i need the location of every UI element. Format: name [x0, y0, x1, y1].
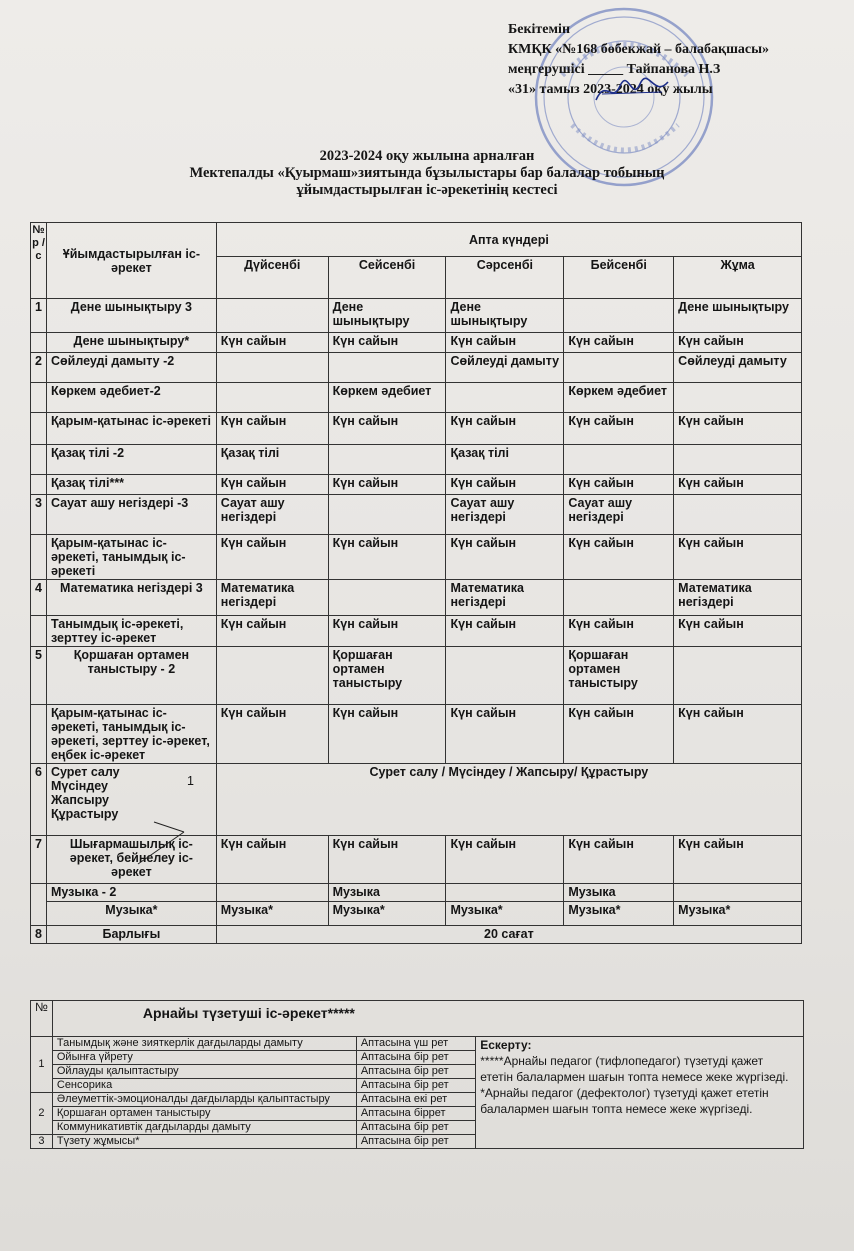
table-row: [31, 353, 802, 383]
table-row: [31, 535, 802, 580]
cell-thu: [564, 353, 674, 383]
cell-wed: Қазақ тілі: [446, 445, 564, 475]
row-number: [31, 413, 47, 445]
col-number-header: № р / с: [31, 223, 47, 299]
row-number: [31, 616, 47, 647]
approval-line-4: «31» тамыз 2023-2024 оқу жылы: [508, 82, 713, 97]
cell-mon: [216, 647, 328, 705]
activity-name: Қарым-қатынас іс-әрекеті, танымдық іс-әрекеті, зерттеу іс-әрекет, еңбек іс-әрекет: [46, 705, 216, 764]
note-text-2: *Арнайы педагог (дефектолог) түзетуді қажет ететін балалармен шағын топта немесе жеке жүргізеді.: [480, 1086, 769, 1116]
approval-line-3: меңгерушісі _____ Тайпанова Н.З: [508, 62, 721, 77]
row-number: 1: [31, 299, 47, 333]
total-label: Барлығы: [46, 926, 216, 944]
cell-thu: Күн сайын: [564, 413, 674, 445]
table-header-row: [31, 223, 802, 257]
activity-name: Танымдық іс-әрекеті, зерттеу іс-әрекет: [46, 616, 216, 647]
cell-thu: [564, 580, 674, 616]
special-note: [476, 1037, 804, 1149]
title-line-3: ұйымдастырылған іс-әрекетінің кестесі: [296, 182, 558, 198]
table-row: [31, 647, 802, 705]
title-line-1: 2023-2024 оқу жылына арналған: [319, 148, 535, 164]
document-title: [0, 148, 854, 199]
cell-tue: Дене шынықтыру: [328, 299, 446, 333]
total-value: 20 сағат: [216, 926, 801, 944]
special-row: [31, 1037, 804, 1051]
cell-thu: Күн сайын: [564, 535, 674, 580]
row-number: [31, 475, 47, 495]
day-wednesday: Сәрсенбі: [446, 257, 564, 299]
special-activity: Әлеуметтік-эмоционалды дағдыларды қалыптастыру: [52, 1093, 356, 1107]
music-star-activity: Музыка*: [46, 902, 216, 926]
cell-thu: Күн сайын: [564, 475, 674, 495]
activity-name: Қарым-қатынас іс-әрекеті, танымдық іс-әрекеті: [46, 535, 216, 580]
cell-tue: Күн сайын: [328, 616, 446, 647]
creative-mon: Күн сайын: [216, 836, 328, 884]
cell-tue: Көркем әдебиет: [328, 383, 446, 413]
cell-thu: Қоршаған ортамен таныстыру: [564, 647, 674, 705]
special-activity: Ойынға үйрету: [52, 1051, 356, 1065]
activity-name: Сауат ашу негіздері -3: [46, 495, 216, 535]
cell-wed: Сауат ашу негіздері: [446, 495, 564, 535]
cell-fri: [674, 495, 802, 535]
note-text-1: *****Арнайы педагог (тифлопедагог) түзетуді қажет ететін балалармен шағын топта немесе жеке жүргізеді.: [480, 1054, 789, 1084]
activity-name: Сөйлеуді дамыту -2: [46, 353, 216, 383]
table-row: [31, 413, 802, 445]
activity-name: Қарым-қатынас іс-әрекеті: [46, 413, 216, 445]
cell-tue: Қоршаған ортамен таныстыру: [328, 647, 446, 705]
creative-wed: Күн сайын: [446, 836, 564, 884]
table-row: [31, 580, 802, 616]
signature: [592, 74, 672, 108]
table-row: [31, 299, 802, 333]
row-number: 2: [31, 353, 47, 383]
cell-wed: Күн сайын: [446, 413, 564, 445]
row-number: 5: [31, 647, 47, 705]
row-number: [31, 333, 47, 353]
day-monday: Дүйсенбі: [216, 257, 328, 299]
schedule-rows: [31, 299, 802, 764]
activity-name: Дене шынықтыру*: [46, 333, 216, 353]
cell-fri: Сөйлеуді дамыту: [674, 353, 802, 383]
table-row: [31, 495, 802, 535]
special-activity: Сенсорика: [52, 1079, 356, 1093]
special-frequency: Аптасына біррет: [356, 1107, 475, 1121]
activity-name: Қоршаған ортамен таныстыру - 2: [46, 647, 216, 705]
music-wed: [446, 884, 564, 902]
table-row-total: [31, 926, 802, 944]
row-number: 7: [31, 836, 47, 884]
art-mark: 1: [186, 774, 194, 788]
cell-wed: Математика негіздері: [446, 580, 564, 616]
cell-mon: Күн сайын: [216, 535, 328, 580]
approval-block: [508, 20, 838, 100]
music-thu: Музыка: [564, 884, 674, 902]
row-number: 4: [31, 580, 47, 616]
special-frequency: Аптасына бір рет: [356, 1065, 475, 1079]
row-number: 8: [31, 926, 47, 944]
special-activity: Танымдық және зияткерлік дағдыларды дамыту: [52, 1037, 356, 1051]
art-line-4: Құрастыру: [50, 807, 119, 821]
cell-fri: Дене шынықтыру: [674, 299, 802, 333]
activity-name: Көркем әдебиет-2: [46, 383, 216, 413]
cell-tue: Күн сайын: [328, 535, 446, 580]
art-line-3: Жапсыру: [50, 793, 109, 807]
special-activity: Коммуникативтік дағдыларды дамыту: [52, 1121, 356, 1135]
cell-fri: Күн сайын: [674, 535, 802, 580]
special-frequency: Аптасына үш рет: [356, 1037, 475, 1051]
table-row: [31, 475, 802, 495]
day-friday: Жұма: [674, 257, 802, 299]
cell-fri: Күн сайын: [674, 475, 802, 495]
note-title: Ескерту:: [480, 1038, 532, 1052]
music-tue: Музыка: [328, 884, 446, 902]
special-frequency: Аптасына бір рет: [356, 1051, 475, 1065]
cell-tue: [328, 495, 446, 535]
cell-thu: Көркем әдебиет: [564, 383, 674, 413]
cell-mon: [216, 383, 328, 413]
row-number: [31, 705, 47, 764]
cell-tue: [328, 580, 446, 616]
special-frequency: Аптасына бір рет: [356, 1079, 475, 1093]
cell-thu: Күн сайын: [564, 333, 674, 353]
cell-fri: Күн сайын: [674, 333, 802, 353]
special-col-number: №: [31, 1001, 53, 1037]
cell-mon: Қазақ тілі: [216, 445, 328, 475]
cell-wed: [446, 647, 564, 705]
cell-tue: [328, 445, 446, 475]
special-activity: Қоршаған ортамен таныстыру: [52, 1107, 356, 1121]
cell-wed: Күн сайын: [446, 333, 564, 353]
music-fri: [674, 884, 802, 902]
special-rows: [31, 1037, 804, 1149]
cell-tue: Күн сайын: [328, 475, 446, 495]
cell-thu: [564, 445, 674, 475]
art-line-1: Сурет салу: [50, 765, 120, 779]
cell-mon: Күн сайын: [216, 475, 328, 495]
music-mon: [216, 884, 328, 902]
art-line-2: Мүсіндеу: [50, 779, 108, 793]
special-header-row: [31, 1001, 804, 1037]
row-number: 3: [31, 495, 47, 535]
week-days-header: Апта күндері: [216, 223, 801, 257]
col-activity-header: Ұйымдастырылған іс- әрекет: [46, 223, 216, 299]
row-number: 6: [31, 764, 47, 836]
table-row: [31, 616, 802, 647]
cell-mon: Сауат ашу негіздері: [216, 495, 328, 535]
special-table: [30, 1000, 804, 1149]
cell-fri: [674, 647, 802, 705]
cell-fri: [674, 445, 802, 475]
cell-mon: [216, 299, 328, 333]
creative-fri: Күн сайын: [674, 836, 802, 884]
special-heading: Арнайы түзетуші іс-әрекет*****: [52, 1001, 803, 1037]
cell-wed: Күн сайын: [446, 705, 564, 764]
table-row-music-star: [31, 902, 802, 926]
row-number: [31, 535, 47, 580]
table-row: [31, 445, 802, 475]
cell-thu: [564, 299, 674, 333]
cell-fri: Күн сайын: [674, 616, 802, 647]
day-tuesday: Сейсенбі: [328, 257, 446, 299]
cell-fri: Күн сайын: [674, 413, 802, 445]
cell-fri: Күн сайын: [674, 705, 802, 764]
special-frequency: Аптасына бір рет: [356, 1135, 475, 1149]
cell-wed: Дене шынықтыру: [446, 299, 564, 333]
strike-lines: [136, 818, 196, 866]
table-row-music: [31, 884, 802, 902]
music-star-thu: Музыка*: [564, 902, 674, 926]
special-activity: Түзету жұмысы*: [52, 1135, 356, 1149]
cell-fri: [674, 383, 802, 413]
approval-line-1: Бекітемін: [508, 22, 571, 37]
cell-wed: Күн сайын: [446, 535, 564, 580]
day-thursday: Бейсенбі: [564, 257, 674, 299]
art-merged-cell: Сурет салу / Мүсіндеу / Жапсыру/ Құрастыру: [216, 764, 801, 836]
music-star-mon: Музыка*: [216, 902, 328, 926]
creative-thu: Күн сайын: [564, 836, 674, 884]
cell-mon: [216, 353, 328, 383]
creative-tue: Күн сайын: [328, 836, 446, 884]
table-row: [31, 333, 802, 353]
cell-mon: Күн сайын: [216, 616, 328, 647]
cell-fri: Математика негіздері: [674, 580, 802, 616]
music-star-fri: Музыка*: [674, 902, 802, 926]
special-frequency: Аптасына екі рет: [356, 1093, 475, 1107]
special-group-number: 3: [31, 1135, 53, 1149]
music-star-tue: Музыка*: [328, 902, 446, 926]
cell-wed: Сөйлеуді дамыту: [446, 353, 564, 383]
creative-activity: Шығармашылық іс-әрекет, бейнелеу іс-әрекет: [46, 836, 216, 884]
approval-line-2: КМҚК «№168 бөбекжай – балабақшасы»: [508, 42, 770, 57]
activity-name: Дене шынықтыру 3: [46, 299, 216, 333]
row-number: [31, 445, 47, 475]
row-number-empty: [31, 884, 47, 926]
cell-mon: Күн сайын: [216, 413, 328, 445]
cell-wed: [446, 383, 564, 413]
cell-tue: Күн сайын: [328, 333, 446, 353]
cell-mon: Күн сайын: [216, 333, 328, 353]
table-row: [31, 705, 802, 764]
music-activity: Музыка - 2: [46, 884, 216, 902]
activity-name: Қазақ тілі***: [46, 475, 216, 495]
table-row: [31, 383, 802, 413]
cell-thu: Күн сайын: [564, 616, 674, 647]
activity-name: Қазақ тілі -2: [46, 445, 216, 475]
special-activity: Ойлауды қалыптастыру: [52, 1065, 356, 1079]
cell-tue: Күн сайын: [328, 705, 446, 764]
cell-tue: Күн сайын: [328, 413, 446, 445]
activity-name: Математика негіздері 3: [46, 580, 216, 616]
music-star-wed: Музыка*: [446, 902, 564, 926]
cell-wed: Күн сайын: [446, 475, 564, 495]
cell-thu: Күн сайын: [564, 705, 674, 764]
special-frequency: Аптасына бір рет: [356, 1121, 475, 1135]
row-number: [31, 383, 47, 413]
cell-wed: Күн сайын: [446, 616, 564, 647]
cell-thu: Сауат ашу негіздері: [564, 495, 674, 535]
cell-tue: [328, 353, 446, 383]
cell-mon: Күн сайын: [216, 705, 328, 764]
cell-mon: Математика негіздері: [216, 580, 328, 616]
special-group-number: 2: [31, 1093, 53, 1135]
special-group-number: 1: [31, 1037, 53, 1093]
title-line-2: Мектепалды «Қуырмаш»зиятында бұзылыстары бар балалар тобының: [189, 165, 665, 181]
